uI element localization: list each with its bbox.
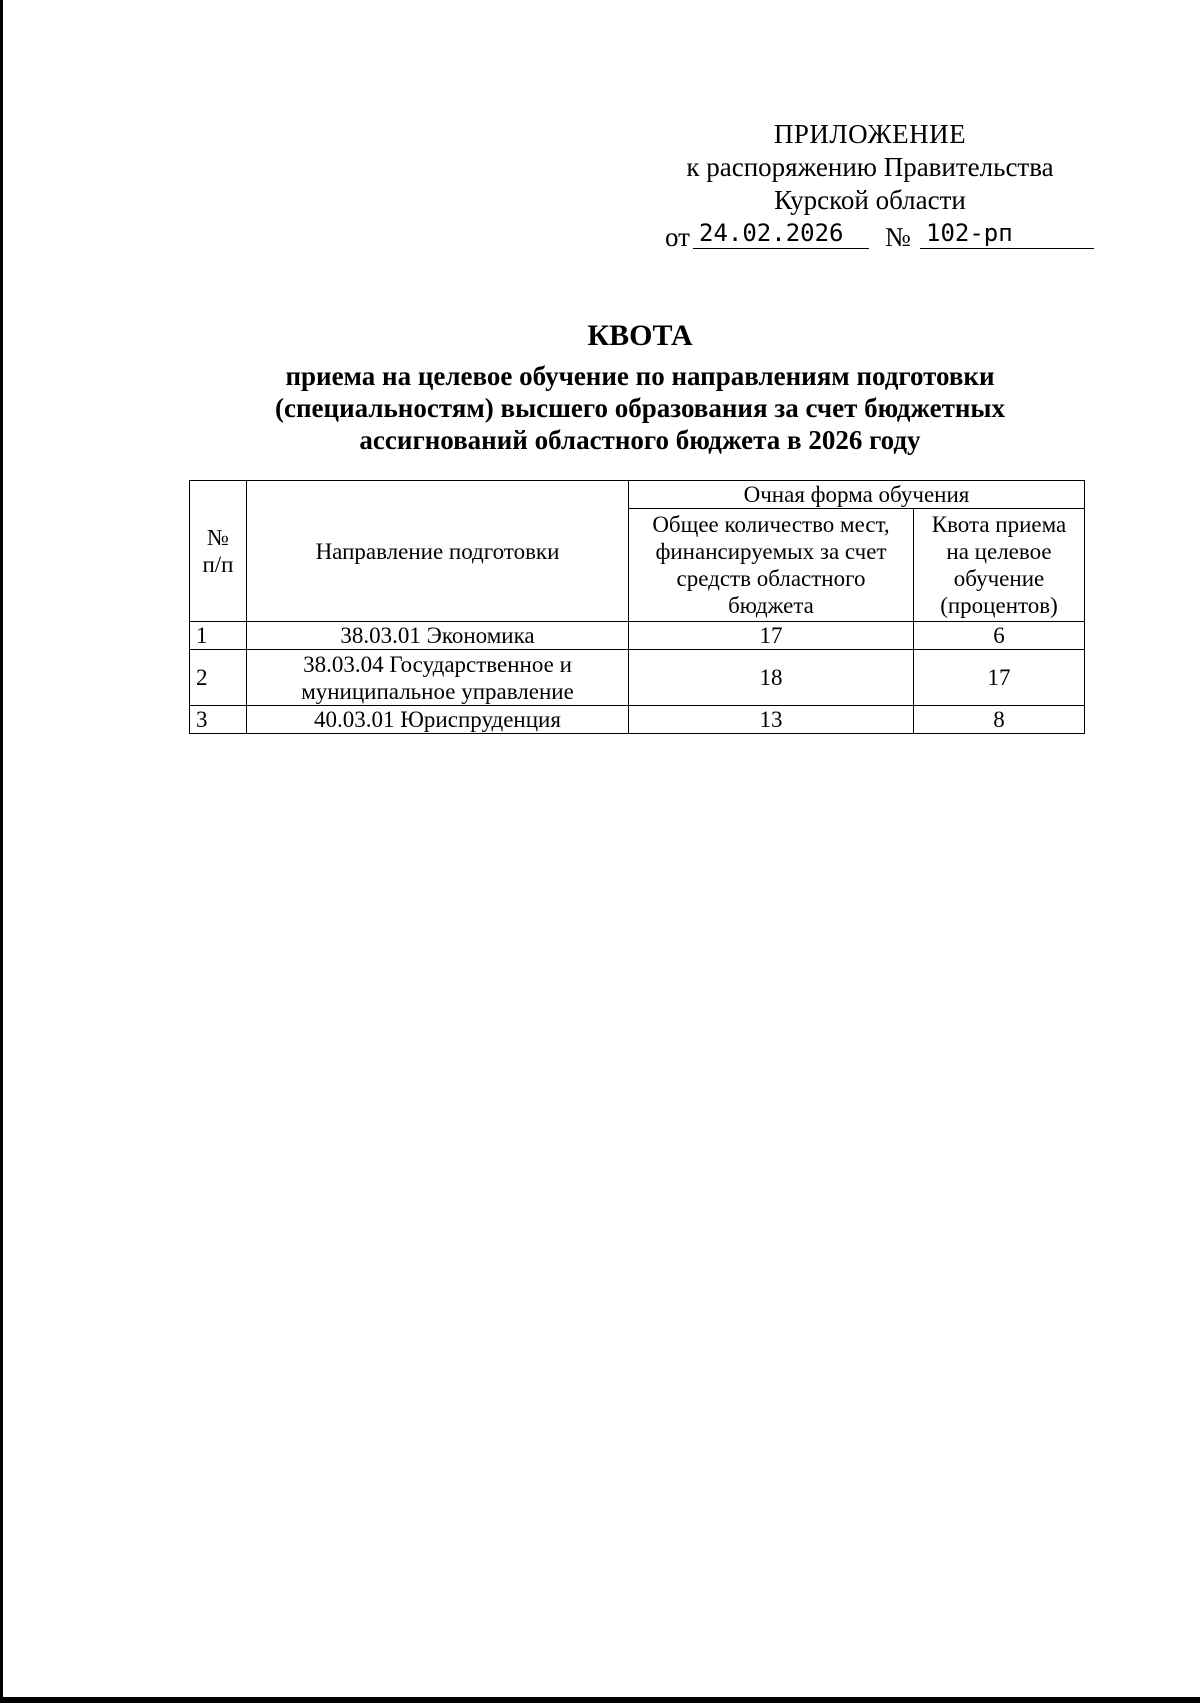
quota-table bbox=[189, 480, 1085, 734]
scan-border-bottom bbox=[0, 1697, 1200, 1703]
header-total: Общее количество мест, финансируемых за счет средств областного бюджета bbox=[629, 509, 914, 622]
document-title: КВОТА bbox=[587, 319, 693, 352]
document-heading bbox=[160, 318, 1120, 456]
document-subtitle bbox=[160, 360, 1120, 456]
subtitle-line: (специальностям) высшего образования за счет бюджетных bbox=[275, 393, 1005, 423]
row-total: 17 bbox=[629, 622, 914, 650]
header-quota: Квота приема на целевое обучение (процентов) bbox=[914, 509, 1085, 622]
header-row bbox=[190, 481, 1085, 509]
row-quota: 8 bbox=[914, 706, 1085, 734]
row-total: 13 bbox=[629, 706, 914, 734]
row-num: 2 bbox=[190, 650, 247, 706]
row-direction: 38.03.01 Экономика bbox=[247, 622, 629, 650]
row-quota: 6 bbox=[914, 622, 1085, 650]
appendix-title: ПРИЛОЖЕНИЕ bbox=[773, 119, 967, 149]
appendix-line-2: Курской области bbox=[774, 185, 966, 215]
row-num: 1 bbox=[190, 622, 247, 650]
row-direction: 38.03.04 Государственное и муниципальное управление bbox=[247, 650, 629, 706]
order-number: 102-рп bbox=[920, 218, 1094, 249]
header-direction: Направление подготовки bbox=[247, 481, 629, 622]
table-row bbox=[190, 650, 1085, 706]
row-total: 18 bbox=[629, 650, 914, 706]
table-row bbox=[190, 706, 1085, 734]
appendix-line-1: к распоряжению Правительства bbox=[686, 152, 1054, 182]
scan-border-left bbox=[0, 0, 3, 1703]
table-row bbox=[190, 622, 1085, 650]
appendix-header bbox=[660, 118, 1080, 217]
row-quota: 17 bbox=[914, 650, 1085, 706]
row-num: 3 bbox=[190, 706, 247, 734]
order-date: 24.02.2026 bbox=[693, 218, 869, 249]
header-form: Очная форма обучения bbox=[629, 481, 1085, 509]
subtitle-line: приема на целевое обучение по направлениям подготовки bbox=[285, 361, 995, 391]
date-label: от bbox=[665, 222, 690, 252]
order-reference bbox=[665, 218, 1095, 252]
row-direction: 40.03.01 Юриспруденция bbox=[247, 706, 629, 734]
header-num: № п/п bbox=[190, 481, 247, 622]
number-label: № bbox=[885, 222, 911, 252]
subtitle-line: ассигнований областного бюджета в 2026 году bbox=[359, 425, 921, 455]
